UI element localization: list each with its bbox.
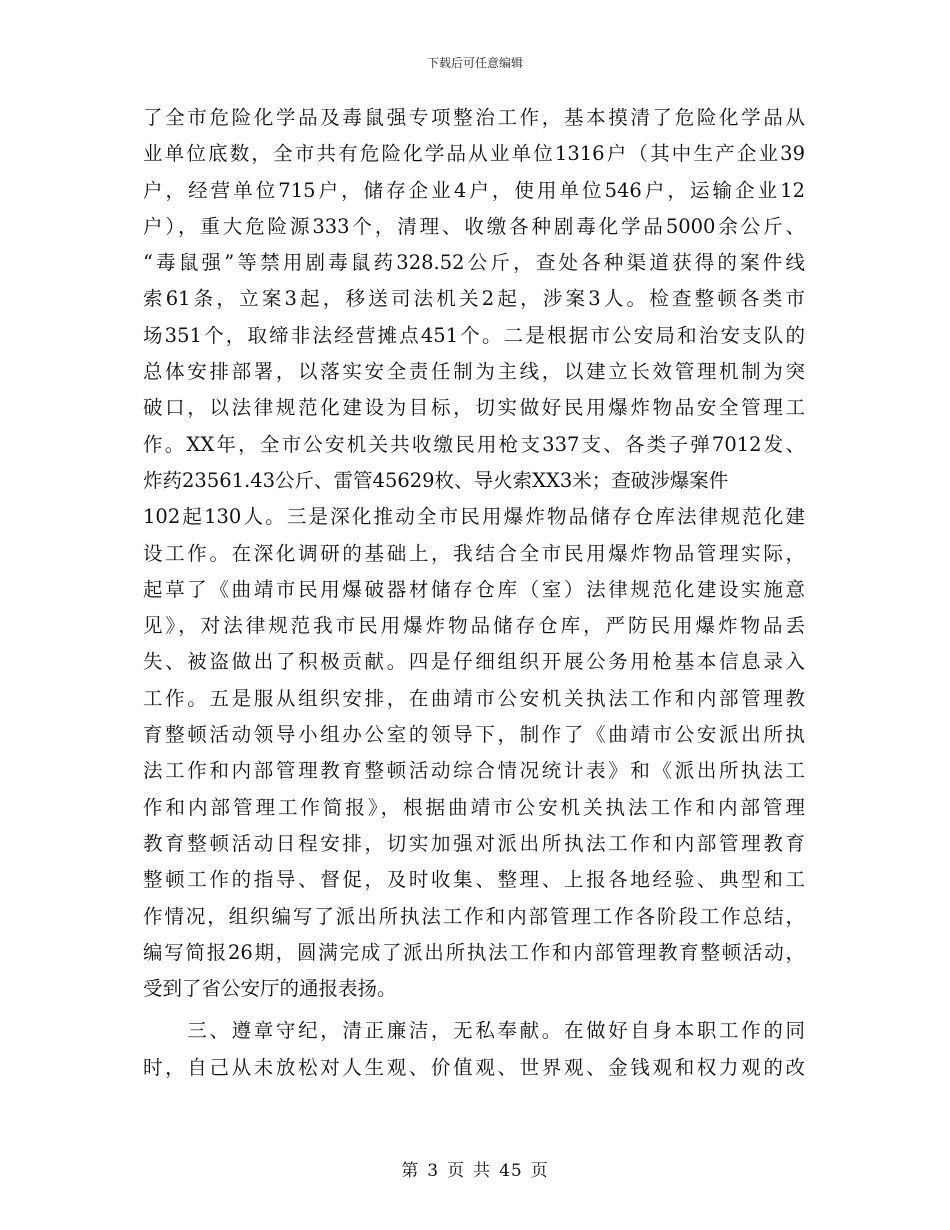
text-line: 作。XX年，全市公安机关共收缴民用枪支337支、各类子弹7012发、 — [143, 432, 805, 456]
text-line: 起草了《曲靖市民用爆破器材储存仓库（室）法律规范化建设实施意 — [143, 577, 805, 601]
text-line: 户），重大危险源333个，清理、收缴各种剧毒化学品5000余公斤、 — [143, 214, 805, 238]
text-line: 三、遵章守纪，清正廉洁，无私奉献。在做好自身本职工作的同 — [143, 1019, 805, 1043]
text-line: 102起130人。三是深化推动全市民用爆炸物品储存仓库法律规范化建 — [143, 505, 805, 529]
text-line: 见》，对法律规范我市民用爆炸物品储存仓库，严防民用爆炸物品丢 — [143, 614, 805, 638]
text-line: 户，经营单位715户，储存企业4户，使用单位546户，运输企业12 — [143, 178, 805, 202]
footer-total-prefix: 共 — [473, 1161, 492, 1181]
text-line: 受到了省公安厅的通报表扬。 — [143, 977, 397, 1001]
text-line: 编写简报26期，圆满完成了派出所执法工作和内部管理教育整顿活动， — [143, 940, 805, 964]
text-line: 炸药23561.43公斤、雷管45629枚、导火索XX3米；查破涉爆案件 — [143, 468, 729, 492]
page-total: 45 — [499, 1161, 523, 1181]
text-line: 时，自己从未放松对人生观、价值观、世界观、金钱观和权力观的改 — [143, 1055, 805, 1079]
text-line: 法工作和内部管理教育整顿活动综合情况统计表》和《派出所执法工 — [143, 759, 805, 783]
text-line: 破口，以法律规范化建设为目标，切实做好民用爆炸物品安全管理工 — [143, 396, 805, 420]
text-line: 作情况，组织编写了派出所执法工作和内部管理工作各阶段工作总结， — [143, 904, 805, 928]
text-line: 失、被盗做出了积极贡献。四是仔细组织开展公务用枪基本信息录入 — [143, 650, 805, 674]
text-line: 教育整顿活动日程安排，切实加强对派出所执法工作和内部管理教育 — [143, 831, 805, 855]
document-body — [143, 100, 805, 1086]
text-line: 作和内部管理工作简报》，根据曲靖市公安机关执法工作和内部管理 — [143, 795, 805, 819]
page-number: 3 — [427, 1161, 440, 1181]
footer-suffix: 页 — [530, 1161, 549, 1181]
header-note: 下载后可任意编辑 — [426, 56, 523, 70]
text-line: 场351个，取缔非法经营摊点451个。二是根据市公安局和治安支队的 — [143, 323, 805, 347]
text-line: 总体安排部署，以落实安全责任制为主线，以建立长效管理机制为突 — [143, 360, 805, 384]
footer-prefix: 第 — [401, 1161, 420, 1181]
page-footer — [0, 1156, 950, 1181]
text-line: 育整顿活动领导小组办公室的领导下，制作了《曲靖市公安派出所执 — [143, 723, 805, 747]
text-line: 设工作。在深化调研的基础上，我结合全市民用爆炸物品管理实际， — [143, 541, 805, 565]
text-line: 整顿工作的指导、督促，及时收集、整理、上报各地经验、典型和工 — [143, 868, 805, 892]
text-line: 索61条，立案3起，移送司法机关2起，涉案3人。检查整顿各类市 — [143, 287, 805, 311]
text-line: “毒鼠强”等禁用剧毒鼠药328.52公斤，查处各种渠道获得的案件线 — [143, 251, 805, 275]
text-line: 了全市危险化学品及毒鼠强专项整治工作，基本摸清了危险化学品从 — [143, 106, 805, 129]
text-line: 工作。五是服从组织安排，在曲靖市公安机关执法工作和内部管理教 — [143, 686, 805, 710]
footer-mid: 页 — [447, 1161, 466, 1181]
text-line: 业单位底数，全市共有危险化学品从业单位1316户（其中生产企业39 — [143, 142, 805, 166]
